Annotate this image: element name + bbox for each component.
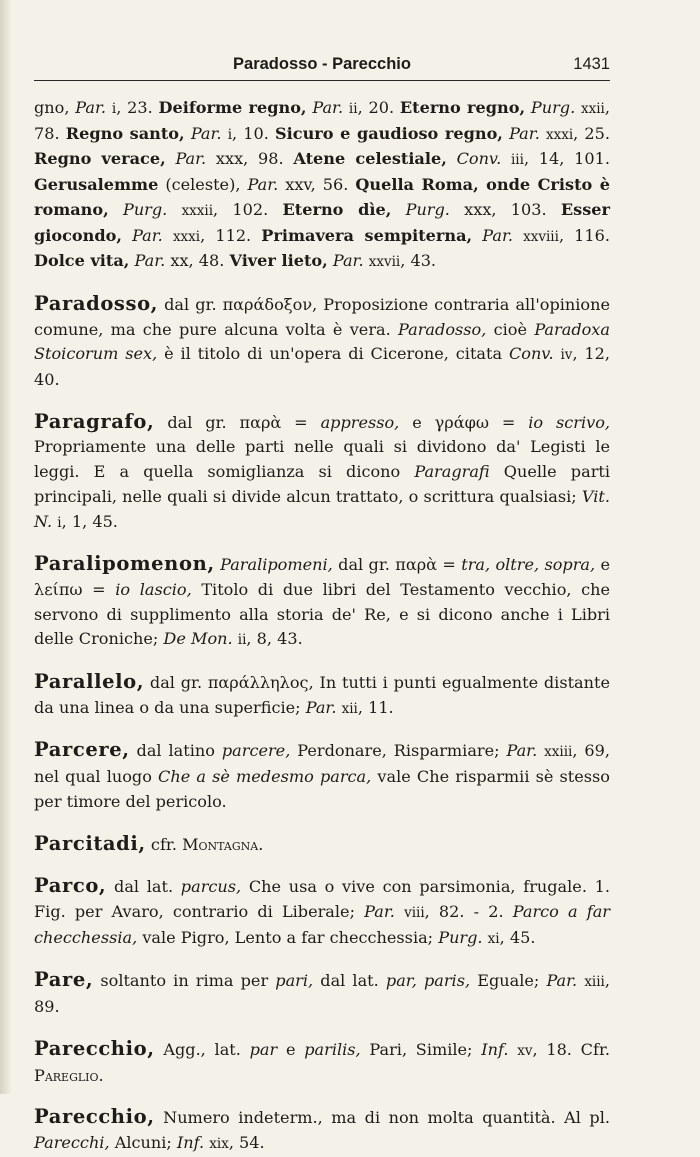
headword: Paradosso, (34, 291, 159, 315)
page-gutter-shadow (0, 0, 12, 1094)
entry-parcere: Parcere, dal latino parcere, Perdonare, Risparmiare; Par. xxiii, 69, nel qual luogo Che a sè medesmo parca, vale Che risparmii sè stesso per timore del pericolo. (34, 738, 610, 811)
page-number: 1431 (573, 55, 610, 73)
entry-parco: Parco, dal lat. parcus, Che usa o vive con parsimonia, frugale. 1. Fig. per Avaro, contrario di Liberale; Par. viii, 82. - 2. Parco a far checchessia, vale Pigro, Lento a far checchessia; Purg. xi, 45. (34, 874, 611, 947)
entry-parecchio-numero: Parecchio, Numero indeterm., ma di non molta quantità. Al pl. Parecchi, Alcuni; Inf. xix, 54. (34, 1105, 610, 1152)
entry-paradosso: Paradosso, dal gr. παράδοξον, Proposizione contraria all'opinione comune, ma che pure alcuna volta è vera. Paradosso, cioè Paradoxa Stoicorum sex, è il titolo di un'opera di Cicerone, citata Conv. iv, 12, 40. (34, 291, 611, 390)
entry-paragrafo: Paragrafo, dal gr. παρὰ = appresso, e γράφω = io scrivo, Propriamente una delle parti nelle quali si dividono da' Legisti le leggi. E a quella somiglianza si dicono Paragrafi Quelle parti principali, nelle quali si divide alcun trattato, o scrittura qualsiasi; Vit. N. i, 1, 45. (34, 409, 611, 531)
headword: Parecchio, (34, 1036, 155, 1060)
page-body (34, 96, 610, 1157)
entry-paralipomenon: Paralipomenon, Paralipomeni, dal gr. παρὰ = tra, oltre, sopra, e λείπω = io lascio, Titolo di due libri del Testamento vecchio, che servono di supplimento alla storia de' Re, e si dicono anche i Libri delle Croniche; De Mon. ii, 8, 43. (34, 552, 611, 649)
headword: Paralipomenon, (34, 552, 215, 576)
headword: Paragrafo, (34, 409, 155, 433)
entry-parallelo: Parallelo, dal gr. παράλληλος, In tutti i punti egualmente distante da una linea o da una superficie; Par. xii, 11. (34, 670, 611, 717)
headword: Parcitadi, (34, 831, 146, 855)
continued-entry-text: gno, Par. i, 23. Deiforme regno, Par. ii, 20. Eterno regno, Purg. xxii, 78. Regno santo, Par. i, 10. Sicuro e gaudioso regno, Par. xxxi, 25. Regno verace, Par. xxx, 98. Atene celestiale, Conv. iii, 14, 101. Gerusalemme (celeste), Par. xxv, 56. Quella Roma, onde Cristo è romano, Purg. xxxii, 102. Eterno dìe, Purg. xxx, 103. Esser giocondo, Par. xxxi, 112. Primavera sempiterna, Par. xxviii, 116. Dolce vita, Par. xx, 48. Viver lieto, Par. xxvii, 43. (34, 98, 611, 271)
running-header (34, 54, 610, 81)
headword: Pare, (34, 968, 94, 992)
entry-parcitadi: Parcitadi, cfr. Montagna. (34, 831, 264, 855)
header-title: Paradosso - Parecchio (233, 55, 411, 73)
headword: Parcere, (34, 738, 130, 762)
entry-pare: Pare, soltanto in rima per pari, dal lat. par, paris, Eguale; Par. xiii, 89. (34, 968, 611, 1017)
headword: Parecchio, (34, 1105, 155, 1129)
headword: Parallelo, (34, 670, 145, 694)
cross-reference: Pareglio (34, 1065, 99, 1085)
headword: Parco, (34, 874, 107, 898)
cross-reference: Montagna (182, 834, 259, 854)
entry-parecchio-agg: Parecchio, Agg., lat. par e parilis, Pari, Simile; Inf. xv, 18. Cfr. Pareglio. (34, 1036, 610, 1085)
